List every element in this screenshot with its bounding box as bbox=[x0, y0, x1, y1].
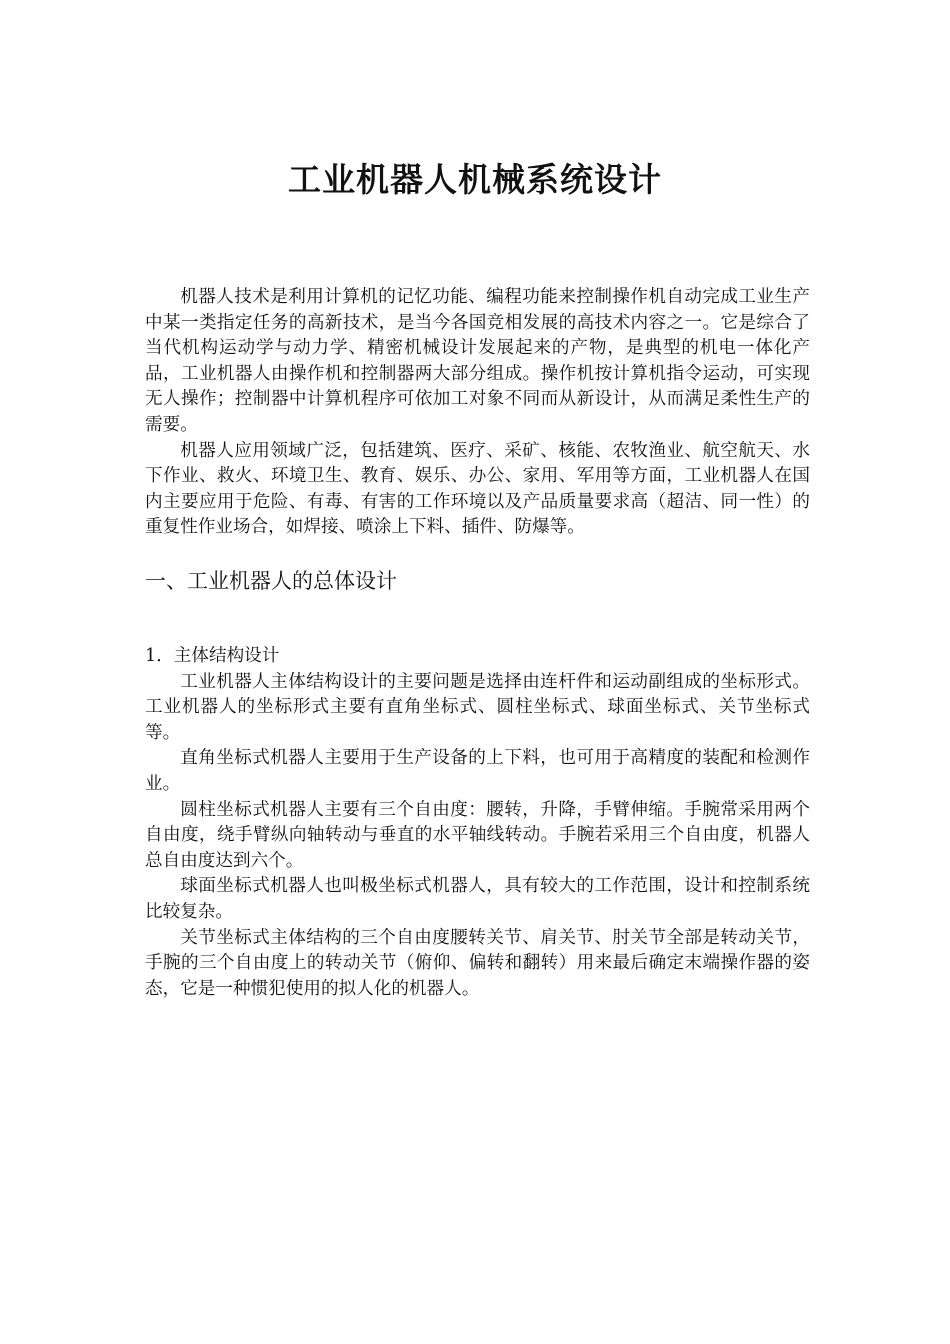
subsection-heading: 1．主体结构设计 bbox=[145, 646, 280, 666]
body-paragraph-5: 关节坐标式主体结构的三个自由度腰转关节、肩关节、肘关节全部是转动关节，手腕的三个自由度上的转动关节（俯仰、偏转和翻转）用来最后确定末端操作器的姿态，它是一种惯犯使用的拟人化的机器人。 bbox=[145, 927, 810, 999]
body-paragraph-1: 工业机器人主体结构设计的主要问题是选择由连杆件和运动副组成的坐标形式。工业机器人的坐标形式主要有直角坐标式、圆柱坐标式、球面坐标式、关节坐标式等。 bbox=[145, 671, 810, 743]
intro-paragraph-1: 机器人技术是利用计算机的记忆功能、编程功能来控制操作机自动完成工业生产中某一类指定任务的高新技术，是当今各国竞相发展的高技术内容之一。它是综合了当代机构运动学与动力学、精密机械设计发展起来的产物，是典型的机电一体化产品，工业机器人由操作机和控制器两大部分组成。操作机按计算机指令运动，可实现无人操作；控制器中计算机程序可依加工对象不同而从新设计，从而满足柔性生产的需要。 bbox=[145, 287, 810, 435]
body-paragraph-3: 圆柱坐标式机器人主要有三个自由度：腰转，升降，手臂伸缩。手腕常采用两个自由度，绕手臂纵向轴转动与垂直的水平轴线转动。手腕若采用三个自由度，机器人总自由度达到六个。 bbox=[145, 799, 810, 871]
intro-section bbox=[145, 285, 810, 541]
body-paragraph-4: 球面坐标式机器人也叫极坐标式机器人，具有较大的工作范围，设计和控制系统比较复杂。 bbox=[145, 876, 810, 922]
body-paragraph-2: 直角坐标式机器人主要用于生产设备的上下料，也可用于高精度的装配和检测作业。 bbox=[145, 748, 810, 794]
section-body bbox=[145, 644, 810, 1002]
document-title: 工业机器人机械系统设计 bbox=[288, 160, 662, 199]
intro-paragraph-2: 机器人应用领域广泛，包括建筑、医疗、采矿、核能、农牧渔业、航空航天、水下作业、救火、环境卫生、教育、娱乐、办公、家用、军用等方面，工业机器人在国内主要应用于危险、有毒、有害的工作环境以及产品质量要求高（超洁、同一性）的重复性作业场合，如焊接、喷涂上下料、插件、防爆等。 bbox=[145, 440, 810, 538]
section-heading: 一、工业机器人的总体设计 bbox=[145, 569, 397, 593]
